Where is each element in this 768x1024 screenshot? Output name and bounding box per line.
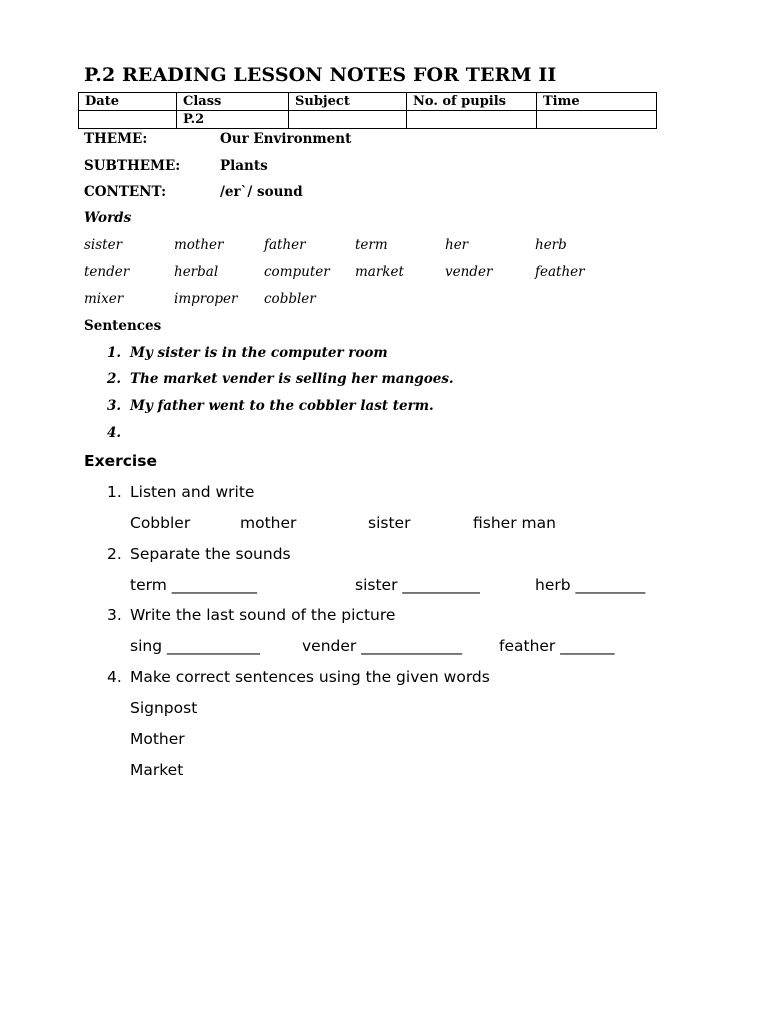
word: sister (84, 237, 123, 253)
exercise-word: sister (368, 514, 411, 532)
exercise-instruction: Make correct sentences using the given words (130, 668, 490, 686)
table-row (79, 111, 657, 129)
word: tender (84, 264, 130, 280)
word: father (264, 237, 306, 253)
sentence-text: My father went to the cobbler last term. (130, 398, 434, 414)
content-value: /er`/ sound (220, 184, 303, 200)
exercise-word: Mother (130, 730, 185, 748)
cell-class: P.2 (177, 111, 289, 129)
sentence-number: 4. (107, 425, 122, 441)
word: herbal (174, 264, 219, 280)
exercise-blank: term ___________ (130, 576, 257, 594)
lesson-info-table (78, 92, 657, 129)
exercise-word: Signpost (130, 699, 198, 717)
content-label: CONTENT: (84, 184, 167, 200)
exercise-word: fisher man (473, 514, 556, 532)
exercise-word: Cobbler (130, 514, 191, 532)
exercise-number: 4. (107, 668, 122, 686)
sentence-text: The market vender is selling her mangoes. (130, 371, 454, 387)
header-pupils: No. of pupils (407, 93, 537, 111)
word: term (355, 237, 388, 253)
sentences-heading: Sentences (84, 318, 162, 334)
word: her (445, 237, 469, 253)
page-title: P.2 READING LESSON NOTES FOR TERM II (84, 64, 557, 86)
theme-label: THEME: (84, 131, 148, 147)
words-heading: Words (84, 210, 132, 226)
exercise-instruction: Write the last sound of the picture (130, 606, 396, 624)
exercise-blank: herb _________ (535, 576, 646, 594)
word: market (355, 264, 404, 280)
cell-date (79, 111, 177, 129)
header-time: Time (537, 93, 657, 111)
word: mother (174, 237, 224, 253)
word: computer (264, 264, 330, 280)
exercise-word: mother (240, 514, 297, 532)
header-subject: Subject (289, 93, 407, 111)
header-class: Class (177, 93, 289, 111)
word: vender (445, 264, 493, 280)
word: feather (535, 264, 585, 280)
exercise-instruction: Listen and write (130, 483, 255, 501)
word: improper (174, 291, 238, 307)
word: mixer (84, 291, 124, 307)
sentence-number: 2. (107, 371, 122, 387)
exercise-blank: feather _______ (499, 637, 615, 655)
subtheme-value: Plants (220, 158, 268, 174)
header-date: Date (79, 93, 177, 111)
subtheme-label: SUBTHEME: (84, 158, 181, 174)
exercise-blank: sing ____________ (130, 637, 260, 655)
exercise-number: 3. (107, 606, 122, 624)
sentence-number: 3. (107, 398, 122, 414)
exercise-number: 2. (107, 545, 122, 563)
cell-subject (289, 111, 407, 129)
table-header-row (79, 93, 657, 111)
cell-pupils (407, 111, 537, 129)
exercise-number: 1. (107, 483, 122, 501)
word: herb (535, 237, 567, 253)
exercise-blank: vender _____________ (302, 637, 462, 655)
cell-time (537, 111, 657, 129)
sentence-number: 1. (107, 345, 122, 361)
exercise-word: Market (130, 761, 184, 779)
exercise-instruction: Separate the sounds (130, 545, 291, 563)
exercise-blank: sister __________ (355, 576, 480, 594)
theme-value: Our Environment (220, 131, 352, 147)
sentence-text: My sister is in the computer room (130, 345, 388, 361)
word: cobbler (264, 291, 316, 307)
exercise-heading: Exercise (84, 452, 157, 470)
